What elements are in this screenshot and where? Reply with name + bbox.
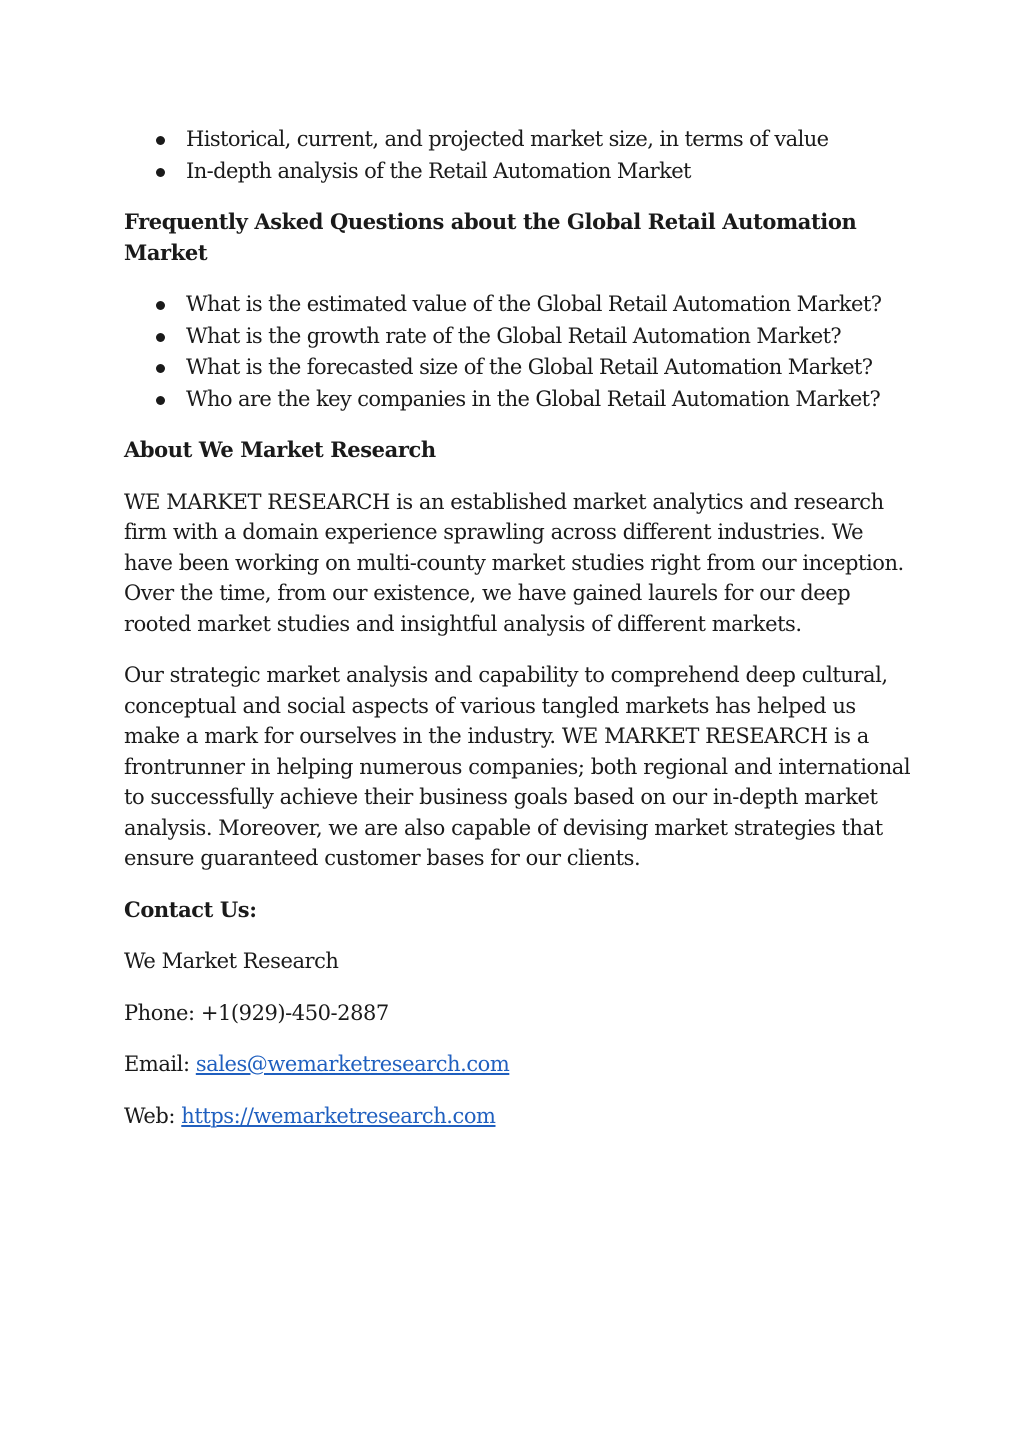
web-label: Web: — [124, 1103, 176, 1128]
document-page — [124, 124, 914, 1131]
bullet-icon — [156, 364, 165, 373]
list-item-text: What is the growth rate of the Global Retail Automation Market? — [186, 323, 842, 348]
about-paragraph: Our strategic market analysis and capability to comprehend deep cultural, conceptual and social aspects of various tangled markets has helped us make a mark for ourselves in the industry. WE MARKET RESEARCH is a frontrunner in helping numerous companies; both regional and international to successfully achieve their business goals based on our in-depth market analysis. Moreover, we are also capable of devising market strategies that ensure guaranteed customer bases for our clients. — [124, 663, 911, 870]
email-label: Email: — [124, 1052, 190, 1076]
list-item — [124, 156, 914, 188]
contact-email-line — [124, 1049, 914, 1080]
website-link[interactable]: https://wemarketresearch.com — [181, 1103, 496, 1128]
list-item-text: In-depth analysis of the Retail Automation Market — [186, 158, 691, 183]
list-item-text: What is the estimated value of the Global Retail Automation Market? — [186, 292, 882, 316]
phone-number: +1(929)-450-2887 — [200, 1000, 389, 1025]
bullet-icon — [156, 301, 165, 310]
phone-label: Phone: — [124, 1000, 195, 1025]
contact-phone-line — [124, 998, 914, 1029]
list-item — [124, 289, 914, 321]
list-item — [124, 321, 914, 353]
about-paragraph: WE MARKET RESEARCH is an established market analytics and research firm with a domain experience sprawling across different industries. We have been working on multi-county market studies right from our inception. Over the time, from our existence, we have gained laurels for our deep rooted market studies and insightful analysis of different markets. — [124, 489, 904, 636]
bullet-icon — [156, 396, 165, 405]
faq-heading: Frequently Asked Questions about the Global Retail Automation Market — [124, 209, 857, 265]
contact-heading: Contact Us: — [124, 896, 257, 922]
list-item — [124, 124, 914, 156]
contact-web-line — [124, 1101, 914, 1132]
intro-bullet-list — [124, 124, 914, 187]
list-item-text: What is the forecasted size of the Global Retail Automation Market? — [186, 355, 873, 379]
list-item — [124, 352, 914, 384]
bullet-icon — [156, 168, 165, 177]
about-heading: About We Market Research — [124, 437, 436, 462]
email-link[interactable]: sales@wemarketresearch.com — [195, 1052, 510, 1076]
bullet-icon — [156, 136, 165, 145]
contact-company: We Market Research — [124, 949, 339, 973]
bullet-icon — [156, 333, 165, 342]
list-item-text: Who are the key companies in the Global Retail Automation Market? — [186, 386, 881, 411]
list-item-text: Historical, current, and projected market size, in terms of value — [186, 127, 829, 151]
faq-question-list — [124, 289, 914, 415]
list-item — [124, 384, 914, 416]
